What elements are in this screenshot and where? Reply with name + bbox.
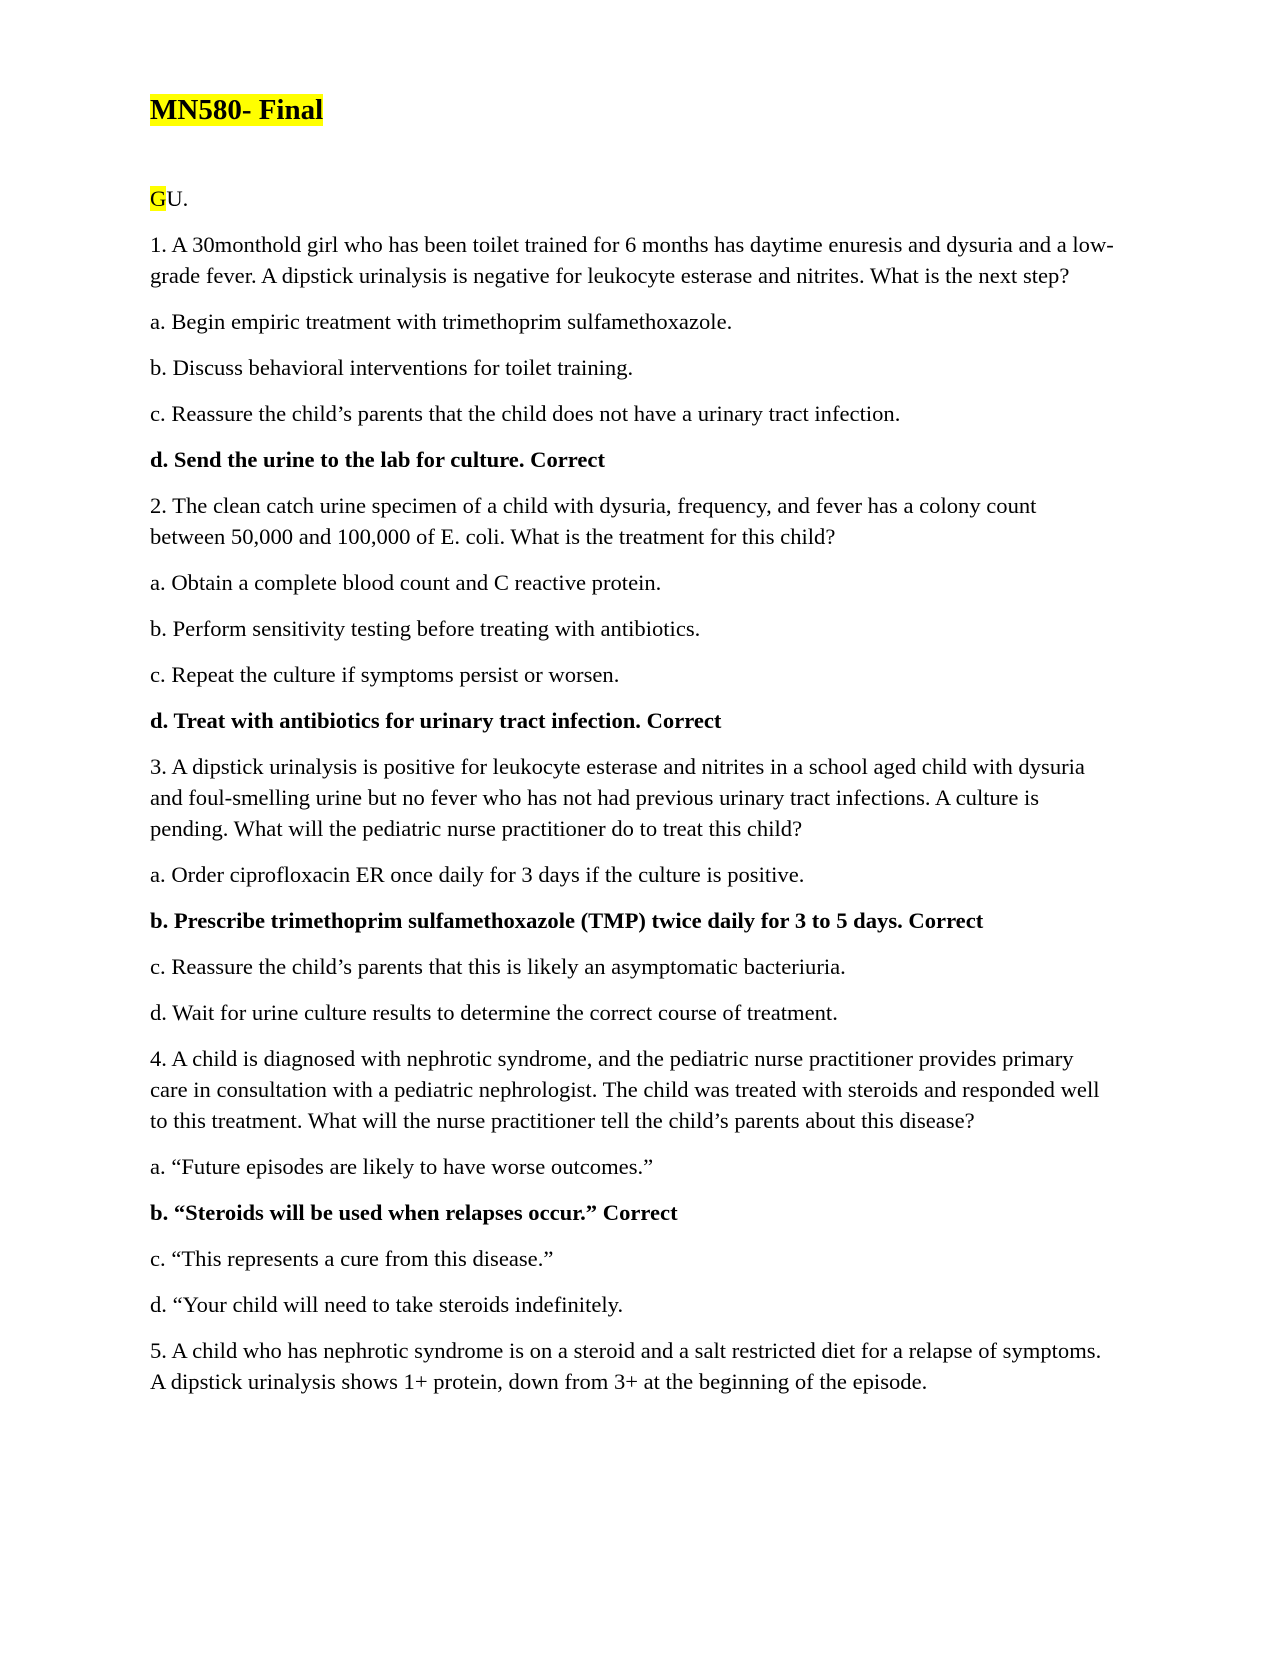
question-2-option-d-correct: d. Treat with antibiotics for urinary tract infection. Correct: [150, 708, 722, 733]
question-4-stem: 4. A child is diagnosed with nephrotic syndrome, and the pediatric nurse practitioner provides primary care in consultation with a pediatric nephrologist. The child was treated with steroids and responded well to this treatment. What will the nurse practitioner tell the child’s parents about this disease?: [150, 1046, 1100, 1133]
question-4-option-a: a. “Future episodes are likely to have worse outcomes.”: [150, 1154, 654, 1179]
question-2-option-b: b. Perform sensitivity testing before treating with antibiotics.: [150, 616, 701, 641]
title-highlight: MN580- Final: [150, 94, 324, 126]
section-heading-rest: U.: [166, 186, 189, 211]
question-2-option-c: c. Repeat the culture if symptoms persist or worsen.: [150, 662, 620, 687]
question-4-option-b-correct: b. “Steroids will be used when relapses occur.” Correct: [150, 1200, 678, 1225]
section-heading-first-letter: G: [150, 186, 167, 211]
question-4-option-c: c. “This represents a cure from this disease.”: [150, 1246, 554, 1271]
question-3-stem: 3. A dipstick urinalysis is positive for leukocyte esterase and nitrites in a school aged child with dysuria and foul-smelling urine but no fever who has not had previous urinary tract infections. A culture is pending. What will the pediatric nurse practitioner do to treat this child?: [150, 754, 1085, 841]
question-3-option-d: d. Wait for urine culture results to determine the correct course of treatment.: [150, 1000, 838, 1025]
document-title: [150, 92, 1115, 128]
question-3-option-b-correct: b. Prescribe trimethoprim sulfamethoxazole (TMP) twice daily for 3 to 5 days. Correct: [150, 908, 984, 933]
question-5-stem: 5. A child who has nephrotic syndrome is on a steroid and a salt restricted diet for a relapse of symptoms. A dipstick urinalysis shows 1+ protein, down from 3+ at the beginning of the episode.: [150, 1338, 1102, 1394]
question-1-option-d-correct: d. Send the urine to the lab for culture. Correct: [150, 447, 605, 472]
question-2-stem: 2. The clean catch urine specimen of a child with dysuria, frequency, and fever has a colony count between 50,000 and 100,000 of E. coli. What is the treatment for this child?: [150, 493, 1037, 549]
question-3-option-c: c. Reassure the child’s parents that this is likely an asymptomatic bacteriuria.: [150, 954, 846, 979]
question-4-option-d: d. “Your child will need to take steroids indefinitely.: [150, 1292, 624, 1317]
question-3-option-a: a. Order ciprofloxacin ER once daily for 3 days if the culture is positive.: [150, 862, 805, 887]
question-2-option-a: a. Obtain a complete blood count and C reactive protein.: [150, 570, 662, 595]
question-1-option-a: a. Begin empiric treatment with trimethoprim sulfamethoxazole.: [150, 309, 733, 334]
question-1-option-b: b. Discuss behavioral interventions for toilet training.: [150, 355, 634, 380]
document-body: [150, 92, 1115, 1397]
section-heading: [150, 183, 1115, 214]
question-1-option-c: c. Reassure the child’s parents that the child does not have a urinary tract infection.: [150, 401, 901, 426]
question-1-stem: 1. A 30monthold girl who has been toilet trained for 6 months has daytime enuresis and dysuria and a low-grade fever. A dipstick urinalysis is negative for leukocyte esterase and nitrites. What is the next step?: [150, 232, 1114, 288]
